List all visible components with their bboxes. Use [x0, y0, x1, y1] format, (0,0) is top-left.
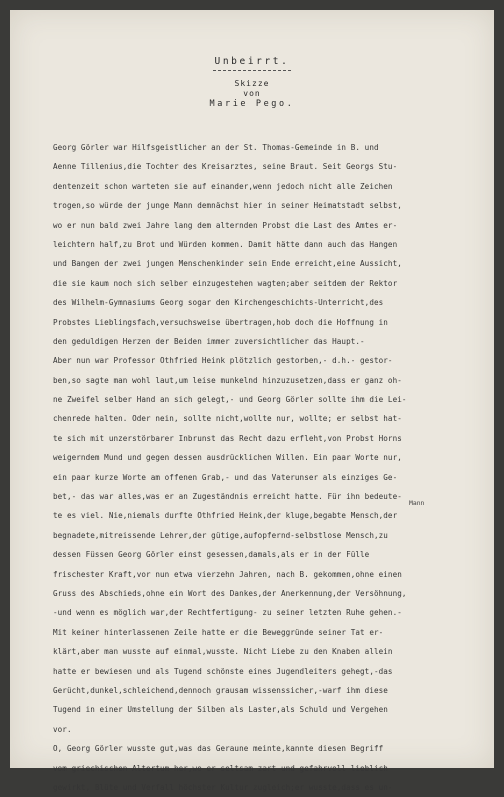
text-line: ben,so sagte man wohl laut,um leise munkelnd hinzuzusetzen,dass er ganz oh- [53, 375, 402, 385]
text-line: te sich mit unzerstörbarer Inbrunst das Recht dazu erfleht,von Probst Horns [53, 433, 402, 443]
body-text [53, 138, 493, 797]
text-line: vom griechischen Altertum her,wo er seltsam zart und gefahrvoll lieblich [53, 763, 388, 773]
document-author: Marie Pego. [209, 99, 295, 109]
text-line: dessen Füssen Georg Görler einst gesessen,damals,als er in der Fülle [53, 550, 370, 560]
text-line: Gruss des Abschieds,ohne ein Wort des Dankes,der Anerkennung,der Versöhnung, [53, 588, 407, 598]
text-line: und Bangen der zwei jungen Menschenkinder sein Ende erreicht,eine Aussicht, [53, 259, 402, 269]
text-line: Mit keiner hinterlassenen Zeile hatte er die Beweggründe seiner Tat er- [53, 627, 384, 637]
title-underline [213, 70, 291, 71]
text-line: O, Georg Görler wusste gut,was das Geraune meinte,kannte diesen Begriff [53, 744, 384, 754]
text-line: Aber nun war Professor Othfried Heink plötzlich gestorben,- d.h.- gestor- [53, 356, 393, 366]
text-line: te es viel. Nie,niemals durfte Othfried Heink,der kluge,begabte Mensch,der [53, 511, 398, 521]
text-line: Aenne Tillenius,die Tochter des Kreisarztes, seine Braut. Seit Georgs Stu- [53, 162, 398, 172]
handwritten-insertion: Mann [409, 499, 425, 507]
title-block [10, 56, 494, 110]
text-line: hatte er bewiesen und als Tugend schönste eines Jugendleiters gehegt,-das [53, 666, 393, 676]
text-line: Gerücht,dunkel,schleichend,dennoch grausam wissenssicher,-warf ihm diese [53, 685, 388, 695]
text-line: Georg Görler war Hilfsgeistlicher an der St. Thomas-Gemeinde in B. und [53, 143, 379, 152]
text-line: wo er nun bald zwei Jahre lang dem alternden Probst die Last des Amtes er- [53, 220, 398, 230]
text-line: weigerndem Mund und gegen dessen ausdrücklichen Willen. Ein paar Worte nur, [53, 453, 402, 463]
text-line: ein paar kurze Worte am offenen Grab,- und das Vaterunser als einziges Ge- [53, 472, 398, 482]
text-line: klärt,aber man wusste auf einmal,wusste. Nicht Liebe zu den Knaben allein [53, 647, 393, 657]
text-line: den geduldigen Herzen der Beiden immer zuversichtlicher das Haupt.- [53, 336, 365, 346]
document-subtitle: Skizze [234, 79, 270, 88]
document-title: Unbeirrt. [214, 56, 290, 67]
text-line: gewirkt, Blüte und Verfall höchster Kultur zugleich;er wusste,dass es un- [53, 782, 393, 792]
text-line: trogen,so würde der junge Mann demnächst hier in seiner Heimatstadt selbst, [53, 201, 402, 211]
text-line: -und wenn es möglich war,der Rechtfertigung- zu seiner letzten Ruhe gehen.- [53, 608, 402, 618]
text-line: chenrede halten. Oder nein, sollte nicht,wollte nur, wollte; er selbst hat- [53, 414, 402, 424]
text-line: Tugend in einer Umstellung der Silben als Laster,als Schuld und Vergehen [53, 705, 388, 715]
text-line: Probstes Lieblingsfach,versuchsweise übertragen,hob doch die Hoffnung in [53, 317, 388, 327]
text-line: ne Zweifel selber Hand an sich gelegt,- und Georg Görler sollte ihm die Lei- [53, 395, 407, 405]
typescript-page [10, 10, 494, 792]
text-line: dentenzeit schon warteten sie auf einander,wenn jedoch nicht alle Zeichen [53, 181, 393, 191]
text-line: vor. [53, 724, 72, 734]
text-line: bet,- das war alles,was er an Zugeständnis erreicht hatte. Für ihn bedeute- [53, 492, 402, 502]
text-line: die sie kaum noch sich selber einzugestehen wagten;aber seitdem der Rektor [53, 278, 398, 288]
text-line: leichtern half,zu Brot und Würden kommen. Damit hätte dann auch das Hangen [53, 239, 398, 249]
text-line: begnadete,mitreissende Lehrer,der gütige,aufopfernd-selbstlose Mensch,zu [53, 530, 388, 540]
author-preposition: von [243, 89, 261, 98]
text-line: des Wilhelm-Gymnasiums Georg sogar den Kirchengeschichts-Unterricht,des [53, 298, 384, 308]
text-line: frischester Kraft,vor nun etwa vierzehn Jahren, nach B. gekommen,ohne einen [53, 569, 402, 579]
